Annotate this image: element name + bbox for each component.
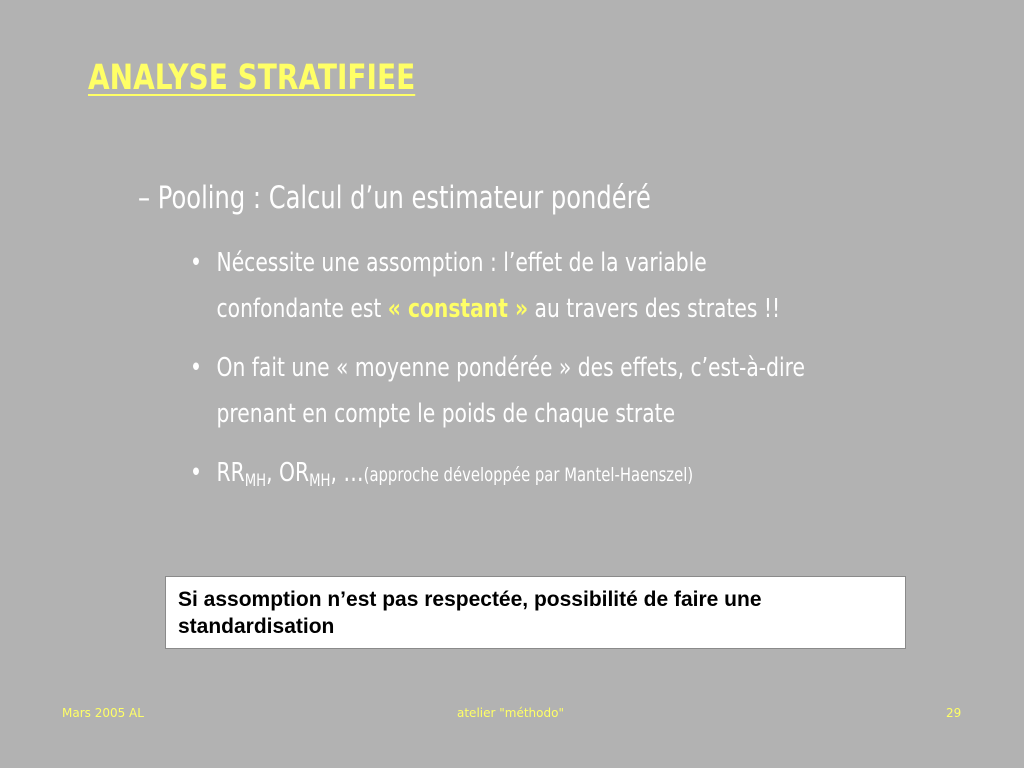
bullet-line: prenant en compte le poids de chaque strate	[216, 399, 676, 429]
separator: ,	[266, 458, 280, 488]
bullet-icon: •	[190, 458, 202, 488]
bullet-line: Nécessite une assomption : l’effet de la variable	[216, 248, 707, 278]
footer-title: atelier "méthodo"	[457, 706, 564, 720]
rr-label: RR	[216, 458, 245, 488]
or-label: OR	[279, 458, 310, 488]
bullet-line	[217, 286, 781, 332]
rr-subscript: MH	[244, 471, 267, 491]
separator: , …	[330, 458, 364, 488]
standardisation-note-box: Si assomption n’est pas respectée, possibilité de faire une standardisation	[165, 576, 906, 649]
text-run: confondante est	[216, 294, 388, 324]
bullet-line	[217, 450, 694, 504]
slide-title: ANALYSE STRATIFIEE	[88, 58, 416, 98]
bullet-text	[217, 450, 694, 504]
footer-date: Mars 2005 AL	[62, 706, 144, 720]
highlight-constant: « constant »	[387, 294, 529, 324]
bullet-text	[217, 345, 805, 437]
dash-marker: –	[138, 180, 151, 216]
bullet-icon: •	[190, 353, 202, 383]
level1-item	[138, 180, 651, 216]
mantel-haenszel-note: (approche développée par Mantel-Haenszel)	[363, 464, 694, 486]
slide-number: 29	[946, 706, 962, 720]
bullet-line: On fait une « moyenne pondérée » des effets, c’est-à-dire	[216, 353, 806, 383]
text-run: au travers des strates !!	[528, 294, 781, 324]
or-subscript: MH	[309, 471, 331, 491]
level1-text: Pooling : Calcul d’un estimateur pondéré	[157, 180, 651, 216]
bullet-text	[217, 240, 781, 332]
bullet-icon: •	[190, 248, 202, 278]
